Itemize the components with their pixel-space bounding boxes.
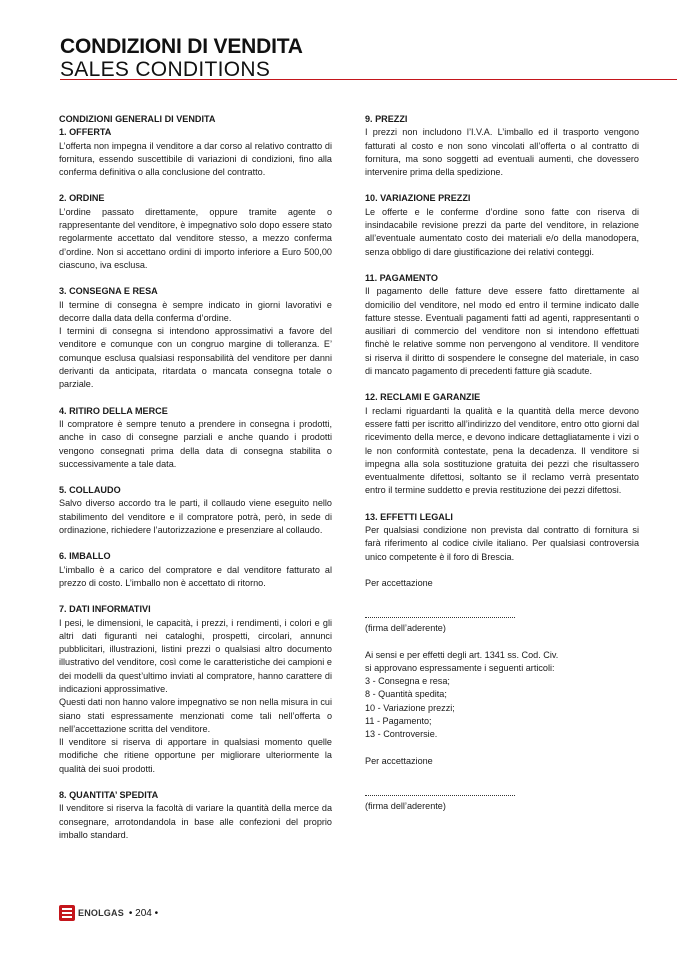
section-text: Il venditore si riserva di apportare in qualsiasi momento quelle modifiche che ritiene opportune per migliorare ulteriormente la qualità dei suoi prodotti. <box>59 737 332 774</box>
section-text: I pesi, le dimensioni, le capacità, i prezzi, i rendimenti, i colori e gli altri dati figuranti nei cataloghi, prospetti, circolari, annunci pubblicitari, illustrazioni, listini prezzi o qualsiasi altro documento illustrativo del venditore, così come le caratteristiche dei campioni e dei modelli da quest’ultimo inviati al compratore, hanno carattere di indicazioni approssimative. <box>59 617 332 694</box>
section-ordine <box>59 192 332 272</box>
section-title: 2. ORDINE <box>59 193 105 204</box>
section-title: 8. QUANTITA’ SPEDITA <box>59 790 159 801</box>
list-item: 8 - Quantità spedita; <box>365 689 447 700</box>
section-text: Le offerte e le conferme d’ordine sono fatte con riserva di insindacabile revisione prezzi da parte del venditore, in relazione all’eventuale aumentato costo dei materiali e/o della manodopera, senza obbligo di dare giustificazione dei relativi conteggi. <box>365 206 639 257</box>
section-dati-informativi <box>59 603 332 776</box>
list-item: 10 - Variazione prezzi; <box>365 702 455 713</box>
list-item: 11 - Pagamento; <box>365 715 432 726</box>
section-text: I termini di consegna si intendono approssimativi a favore del venditore e comunque con un congruo margine di tolleranza. E’ comunque esclusa qualsiasi responsabilità del venditore per danni derivanti da anticipata, ritardata o mancata consegna totale o parziale. <box>59 326 332 390</box>
page-footer <box>59 905 158 921</box>
legal-line: Ai sensi e per effetti degli art. 1341 ss. Cod. Civ. <box>365 649 559 660</box>
section-collaudo <box>59 484 332 537</box>
main-heading: CONDIZIONI GENERALI DI VENDITA <box>59 114 216 124</box>
section-title: 1. OFFERTA <box>59 127 112 138</box>
section-text: I reclami riguardanti la qualità e la quantità della merce devono essere fatti per iscritto all’indirizzo del venditore, entro otto giorni dal ricevimento della merce, e devono indicare dettagliatamente i vizi o le non conformità contestate, pena la decadenza. Il venditore si impegna alla sola sostituzione gratuita dei pezzi che risultassero eventualmente difettosi, soltanto se il reclamo verrà presentato entro il termine suddetto e previa restituzione dei pezzi difettosi. <box>365 405 639 496</box>
section-text: Salvo diverso accordo tra le parti, il collaudo viene eseguito nello stabilimento del venditore e il compratore potrà, però, in sede di ordinazione, richiedere l’autorizzazione e presenziare al collaudo. <box>59 498 332 536</box>
section-text: Il termine di consegna è sempre indicato in giorni lavorativi e decorre dalla data della conferma d’ordine. <box>59 299 332 323</box>
section-variazione-prezzi <box>365 192 639 258</box>
section-text: I prezzi non includono l’I.V.A. L’imballo ed il trasporto vengono fatturati al costo e non sono vincolati all’offerta o al contratto di fornitura, ma sono soggetti ad eventuali aumenti, che dovessero intervenire prima della spedizione. <box>365 127 639 178</box>
section-text: L’ordine passato direttamente, oppure tramite agente o rappresentante del venditore, è impegnativo solo dopo essere stato regolarmente accettato dal venditore stesso, a mezzo conferma d’ordine. Non si accettano ordini di importo inferiore a Euro 500,00 ciascuno, iva esclusa. <box>59 206 332 270</box>
section-ritiro <box>59 405 332 471</box>
brand-name: ENOLGAS <box>78 908 124 918</box>
section-text: L’imballo è a carico del compratore e dal venditore fatturato al prezzo di costo. L’imballo non è accettato di ritorno. <box>59 564 332 588</box>
section-reclami <box>365 391 639 497</box>
page-number: • 204 • <box>128 907 159 919</box>
section-title: 5. COLLAUDO <box>59 485 121 496</box>
section-text: Il compratore è sempre tenuto a prendere in consegna i prodotti, anche in caso di consegne parziali e anche quando i prodotti vengono consegnati prima della data di consegna stabilita o successivamente a tale data. <box>59 418 332 469</box>
section-quantita <box>59 789 332 842</box>
section-pagamento <box>365 272 639 378</box>
acceptance-label: Per accettazione <box>365 755 433 766</box>
section-title: 9. PREZZI <box>365 114 408 124</box>
section-imballo <box>59 550 332 590</box>
section-text: L’offerta non impegna il venditore a dar corso al relativo contratto di fornitura, essendo suscettibile di variazioni di condizioni, fino alla conferma definitiva o alla conclusione del contratto. <box>59 140 332 178</box>
section-consegna <box>59 285 332 391</box>
signature-caption: (firma dell’aderente) <box>365 623 446 634</box>
signature-line <box>365 794 515 796</box>
section-title: 3. CONSEGNA E RESA <box>59 286 158 297</box>
section-text: Per qualsiasi condizione non prevista dal contratto di fornitura si farà riferimento al codice civile italiano. Per qualsiasi controversia unico competente è il foro di Brescia. <box>365 525 639 562</box>
list-item: 3 - Consegna e resa; <box>365 676 450 687</box>
section-title: 13. EFFETTI LEGALI <box>365 511 453 522</box>
header-divider <box>60 79 677 80</box>
section-text: Il pagamento delle fatture deve essere fatto direttamente al domicilio del venditore, nel modo ed entro il termine indicato dalle fatture stesse. Eventuali pagamenti fatti ad agenti, rappresentanti o ausiliari di commercio del venditore non si intendono effettuati finchè le relative somme non pervengono al venditore. Il venditore si riserva il diritto di sospendere le consegne del materiale, in caso di mancato pagamento di precedenti fatture già scadute. <box>365 286 639 377</box>
page-subtitle: SALES CONDITIONS <box>60 58 271 81</box>
acceptance-block-2 <box>365 755 639 814</box>
list-item: 13 - Controversie. <box>365 729 438 740</box>
right-column <box>365 113 639 813</box>
section-title: 12. RECLAMI E GARANZIE <box>365 392 481 403</box>
left-column <box>59 113 332 855</box>
section-effetti-legali <box>365 511 639 564</box>
page-title: CONDIZIONI DI VENDITA <box>60 35 303 58</box>
acceptance-block-1 <box>365 577 639 636</box>
acceptance-label: Per accettazione <box>365 577 433 588</box>
approved-articles-list <box>365 675 639 741</box>
section-offerta <box>59 126 332 179</box>
signature-line <box>365 616 515 618</box>
legal-approval <box>365 649 639 742</box>
section-title: 6. IMBALLO <box>59 551 111 562</box>
section-title: 4. RITIRO DELLA MERCE <box>59 405 168 416</box>
section-title: 11. PAGAMENTO <box>365 272 438 283</box>
page-header <box>60 35 303 81</box>
section-title: 10. VARIAZIONE PREZZI <box>365 193 471 204</box>
legal-line: si approvano espressamente i seguenti articoli: <box>365 662 555 673</box>
section-prezzi <box>365 113 639 179</box>
enolgas-logo-icon <box>59 905 75 921</box>
section-text: Il venditore si riserva la facoltà di variare la quantità della merce da consegnare, arrotondandola in base alle confezioni del proprio imballo standard. <box>59 803 332 840</box>
signature-caption: (firma dell’aderente) <box>365 800 446 811</box>
section-text: Questi dati non hanno valore impegnativo se non nella misura in cui siano stati espressamente menzionati come tali nell’offerta o nell’accettazione scritta del venditore. <box>59 697 332 734</box>
section-title: 7. DATI INFORMATIVI <box>59 604 151 615</box>
